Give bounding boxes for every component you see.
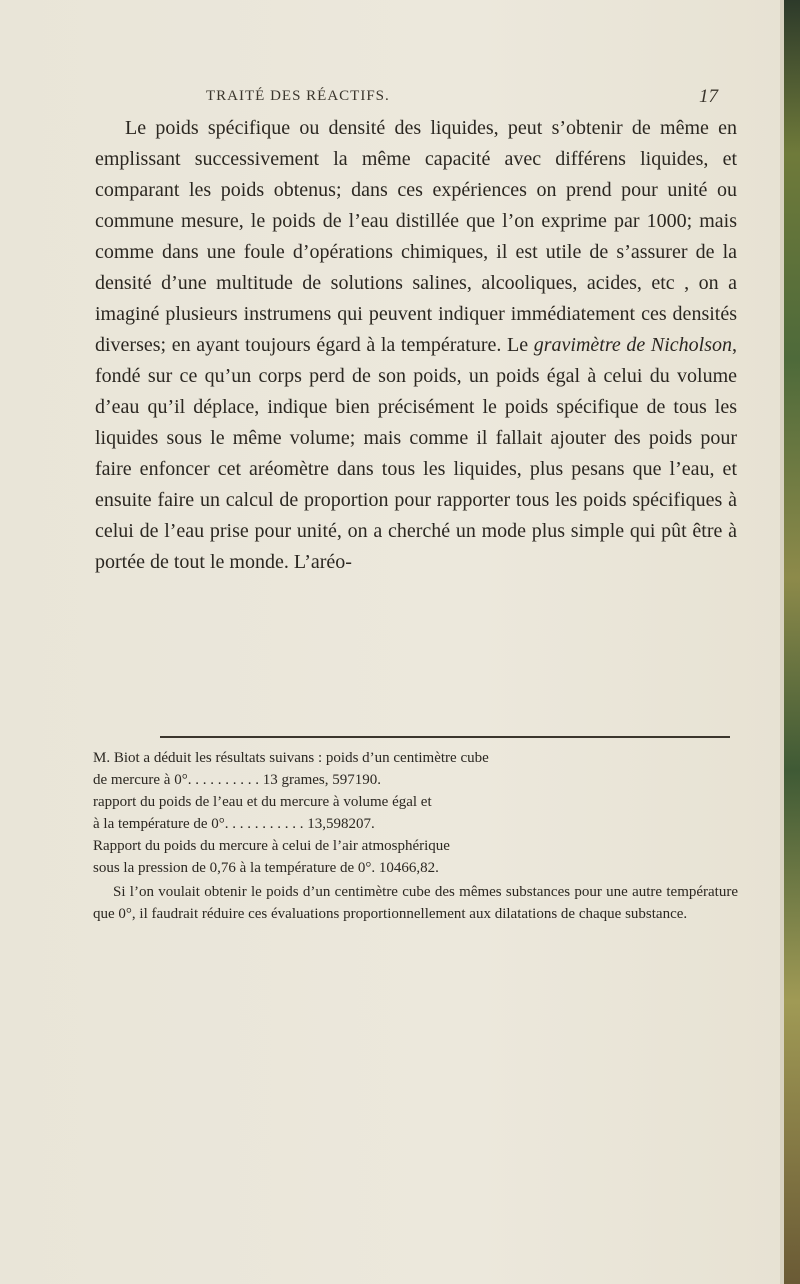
- page-header: [206, 88, 718, 112]
- page-number: 17: [699, 86, 718, 107]
- book-cover-edge: [784, 0, 800, 1284]
- footnote-line: Rapport du poids du mercure à celui de l’air atmosphérique: [93, 838, 450, 854]
- footnote-line: M. Biot a déduit les résultats suivans : poids d’un centimètre cube: [93, 750, 489, 766]
- running-title: TRAITÉ DES RÉACTIFS.: [206, 88, 390, 104]
- paragraph-text-1: Le poids spécifique ou densité des liquides, peut s’obtenir de même en emplissant successivement la même capacité avec différens liquides, et comparant les poids obtenus; dans ces expériences on prend pour unité ou commune mesure, le poids de l’eau distillée que l’on exprime par 1000; mais comme dans une foule d’opérations chimiques, il est utile de s’assurer de la densité d’une multitude de solutions salines, alcooliques, acides, etc , on a imaginé plusieurs instrumens qui peuvent indiquer immédiatement ces densités diverses; en ayant toujours égard à la température. Le: [95, 117, 737, 356]
- footnote-divider: [160, 736, 730, 738]
- footnote-line: à la température de 0°. . . . . . . . . . . 13,598207.: [93, 816, 375, 832]
- footnote: [93, 747, 743, 925]
- footnote-line: sous la pression de 0,76 à la température de 0°. 10466,82.: [93, 860, 439, 876]
- main-paragraph: [95, 113, 737, 578]
- footnote-paragraph: Si l’on voulait obtenir le poids d’un centimètre cube des mêmes substances pour une autre température que 0°, il faudrait réduire ces évaluations proportionnellement aux dilatations de chaque substance.: [93, 884, 738, 922]
- footnote-line: de mercure à 0°. . . . . . . . . . 13 grames, 597190.: [93, 772, 382, 788]
- footnote-line: rapport du poids de l’eau et du mercure à volume égal et: [93, 794, 432, 810]
- paragraph-text-2: , fondé sur ce qu’un corps perd de son poids, un poids égal à celui du volume d’eau qu’il déplace, indique bien précisément le poids spécifique de tous les liquides sous le même volume; mais comme il fallait ajouter des poids pour faire enfoncer cet aréomètre dans tous les liquides, plus pesans que l’eau, et ensuite faire un calcul de proportion pour rapporter tous les poids spécifiques à celui de l’eau prise pour unité, on a cherché un mode plus simple qui pût être à portée de tout le monde. L’aréo-: [95, 334, 737, 573]
- instrument-name: gravimètre de Nicholson: [533, 334, 732, 356]
